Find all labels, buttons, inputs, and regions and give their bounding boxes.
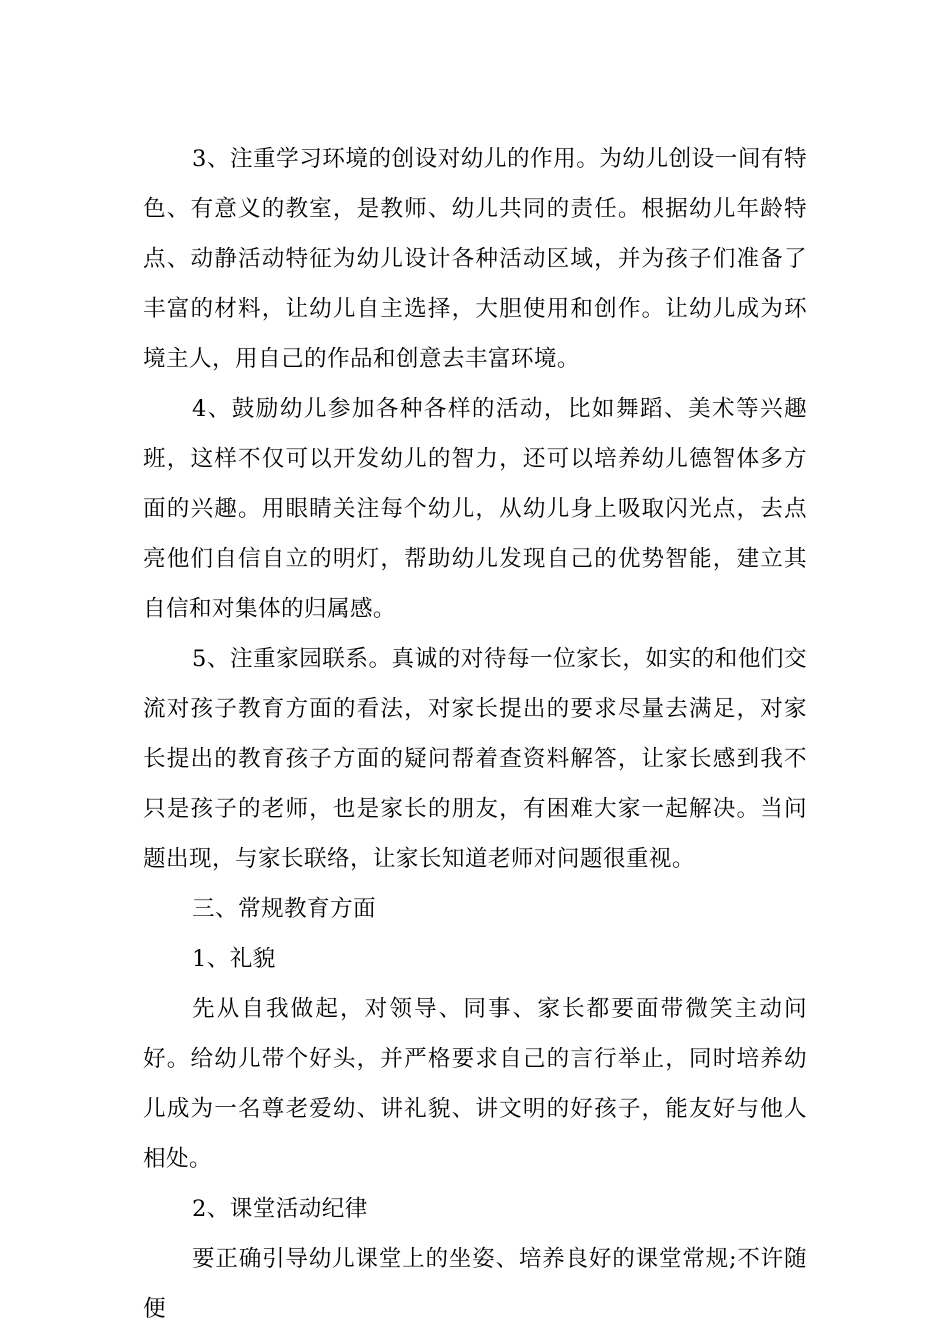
paragraph-environment: 3、注重学习环境的创设对幼儿的作用。为幼儿创设一间有特色、有意义的教室，是教师、幼儿共同的责任。根据幼儿年龄特点、动静活动特征为幼儿设计各种活动区域，并为孩子们准备了丰富的材料，让幼儿自主选择，大胆使用和创作。让幼儿成为环境主人，用自己的作品和创意去丰富环境。 (143, 146, 807, 372)
subheading-manners: 1、礼貌 (192, 946, 276, 972)
paragraph-class-discipline: 要正确引导幼儿课堂上的坐姿、培养良好的课堂常规;不许随便 (143, 1246, 807, 1322)
subheading-class-discipline: 2、课堂活动纪律 (192, 1196, 368, 1222)
paragraph-activities: 4、鼓励幼儿参加各种各样的活动，比如舞蹈、美术等兴趣班，这样不仅可以开发幼儿的智力，还可以培养幼儿德智体多方面的兴趣。用眼睛关注每个幼儿，从幼儿身上吸取闪光点，去点亮他们自信自立的明灯，帮助幼儿发现自己的优势智能，建立其自信和对集体的归属感。 (143, 396, 807, 622)
section-heading-routine-education: 三、常规教育方面 (192, 896, 376, 922)
document-body (143, 134, 807, 1334)
paragraph-home-school: 5、注重家园联系。真诚的对待每一位家长，如实的和他们交流对孩子教育方面的看法，对家长提出的要求尽量去满足，对家长提出的教育孩子方面的疑问帮着查资料解答，让家长感到我不只是孩子的老师，也是家长的朋友，有困难大家一起解决。当问题出现，与家长联络，让家长知道老师对问题很重视。 (143, 646, 807, 872)
paragraph-manners: 先从自我做起，对领导、同事、家长都要面带微笑主动问好。给幼儿带个好头，并严格要求自己的言行举止，同时培养幼儿成为一名尊老爱幼、讲礼貌、讲文明的好孩子，能友好与他人相处。 (143, 996, 807, 1172)
